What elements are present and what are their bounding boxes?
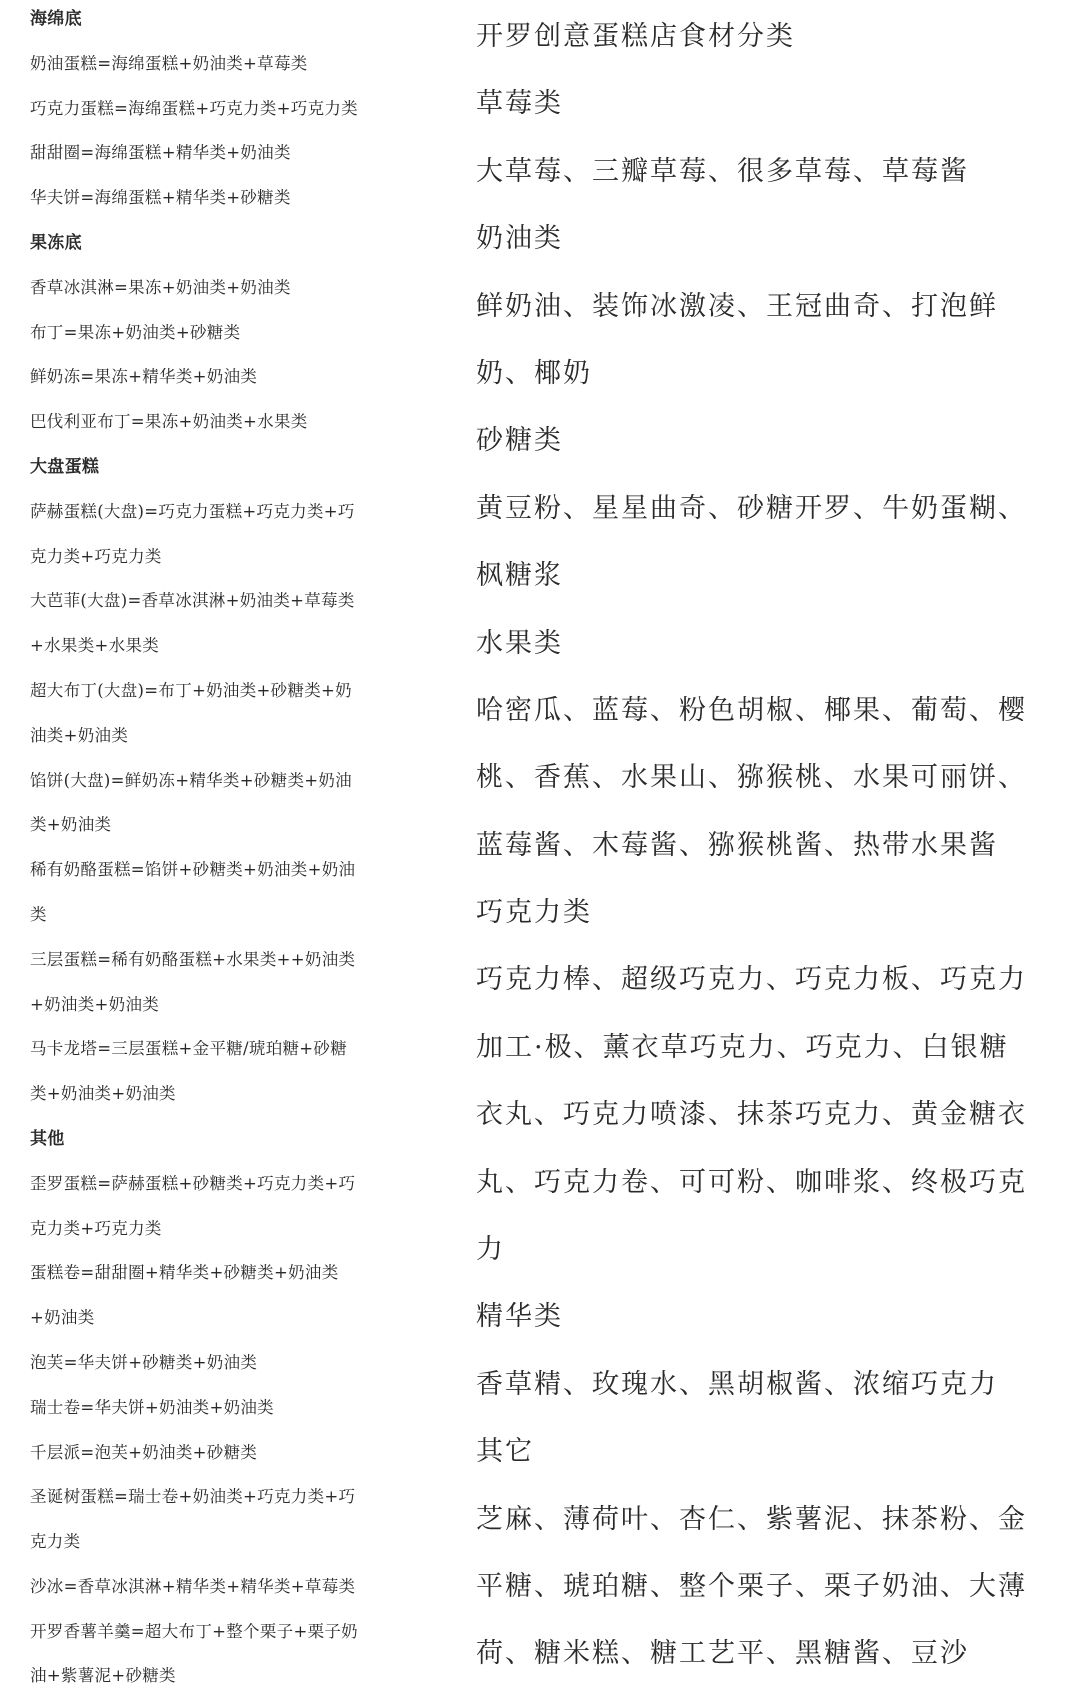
ingredient-line: 桃、香蕉、水果山、猕猴桃、水果可丽饼、	[476, 762, 1027, 794]
ingredient-line: 砂糖类	[476, 425, 563, 457]
recipe-line: 圣诞树蛋糕=瑞士卷+奶油类+巧克力类+巧	[30, 1487, 356, 1507]
recipe-line: 开罗香薯羊羹=超大布丁+整个栗子+栗子奶	[30, 1621, 358, 1641]
recipe-line: +奶油类+奶油类	[30, 994, 160, 1014]
recipe-line: 超大布丁(大盘)=布丁+奶油类+砂糖类+奶	[30, 680, 352, 700]
recipe-line: 克力类+巧克力类	[30, 546, 162, 566]
recipe-line: 华夫饼=海绵蛋糕+精华类+砂糖类	[30, 188, 291, 208]
ingredient-line: 巧克力类	[476, 897, 592, 929]
recipe-line: +奶油类	[30, 1308, 95, 1328]
ingredient-line: 鲜奶油、装饰冰激凌、王冠曲奇、打泡鲜	[476, 290, 998, 322]
recipe-line: 巧克力蛋糕=海绵蛋糕+巧克力类+巧克力类	[30, 98, 358, 118]
recipe-line: 奶油蛋糕=海绵蛋糕+奶油类+草莓类	[30, 53, 308, 73]
section-heading: 海绵底	[30, 9, 82, 29]
recipe-line: 类+奶油类+奶油类	[30, 1084, 176, 1104]
ingredient-line: 草莓类	[476, 88, 563, 120]
ingredient-line: 芝麻、薄荷叶、杏仁、紫薯泥、抹茶粉、金	[476, 1503, 1027, 1535]
recipe-line: 甜甜圈=海绵蛋糕+精华类+奶油类	[30, 143, 291, 163]
ingredient-line: 平糖、琥珀糖、整个栗子、栗子奶油、大薄	[476, 1570, 1027, 1602]
ingredient-line: 香草精、玫瑰水、黑胡椒酱、浓缩巧克力	[476, 1368, 998, 1400]
recipe-line: 油类+奶油类	[30, 725, 129, 745]
recipe-line: 馅饼(大盘)=鲜奶冻+精华类+砂糖类+奶油	[30, 770, 352, 790]
section-heading: 其他	[30, 1128, 65, 1149]
recipe-line: 鲜奶冻=果冻+精华类+奶油类	[30, 367, 258, 387]
ingredient-line: 蓝莓酱、木莓酱、猕猴桃酱、热带水果酱	[476, 829, 998, 861]
ingredient-line: 加工·极、薰衣草巧克力、巧克力、白银糖	[476, 1031, 1009, 1063]
recipe-line: 克力类+巧克力类	[30, 1218, 162, 1238]
ingredient-line: 奶、椰奶	[476, 357, 592, 389]
recipe-list-column	[30, 0, 410, 1699]
recipe-line: 三层蛋糕=稀有奶酪蛋糕+水果类++奶油类	[30, 949, 356, 969]
document-title: 开罗创意蛋糕店食材分类	[476, 21, 795, 52]
ingredient-line: 丸、巧克力卷、可可粉、咖啡浆、终极巧克	[476, 1166, 1027, 1198]
ingredient-line: 哈密瓜、蓝莓、粉色胡椒、椰果、葡萄、樱	[476, 694, 1027, 726]
recipe-line: 类+奶油类	[30, 815, 112, 835]
recipe-line: 大芭菲(大盘)=香草冰淇淋+奶油类+草莓类	[30, 591, 355, 611]
recipe-line: 稀有奶酪蛋糕=馅饼+砂糖类+奶油类+奶油	[30, 860, 356, 880]
recipe-line: 克力类	[30, 1532, 81, 1552]
ingredient-line: 大草莓、三瓣草莓、很多草莓、草莓酱	[476, 155, 969, 187]
ingredient-category-column	[476, 0, 1066, 1688]
section-heading: 大盘蛋糕	[30, 456, 100, 477]
recipe-line: 歪罗蛋糕=萨赫蛋糕+砂糖类+巧克力类+巧	[30, 1173, 356, 1193]
ingredient-line: 黄豆粉、星星曲奇、砂糖开罗、牛奶蛋糊、	[476, 492, 1027, 524]
recipe-line: 萨赫蛋糕(大盘)=巧克力蛋糕+巧克力类+巧	[30, 501, 355, 521]
recipe-line: 马卡龙塔=三层蛋糕+金平糖/琥珀糖+砂糖	[30, 1039, 348, 1059]
recipe-line: +水果类+水果类	[30, 636, 160, 656]
recipe-line: 沙冰=香草冰淇淋+精华类+精华类+草莓类	[30, 1576, 356, 1596]
ingredient-line: 枫糖浆	[476, 560, 563, 592]
ingredient-line: 奶油类	[476, 223, 563, 255]
recipe-line: 千层派=泡芙+奶油类+砂糖类	[30, 1442, 258, 1462]
ingredient-line: 水果类	[476, 627, 563, 659]
ingredient-line: 力	[476, 1234, 505, 1266]
recipe-line: 类	[30, 904, 47, 924]
recipe-line: 布丁=果冻+奶油类+砂糖类	[30, 322, 241, 342]
ingredient-line: 荷、糖米糕、糖工艺平、黑糖酱、豆沙	[476, 1638, 969, 1670]
ingredient-line: 其它	[476, 1436, 534, 1468]
recipe-line: 泡芙=华夫饼+砂糖类+奶油类	[30, 1352, 258, 1372]
recipe-line: 蛋糕卷=甜甜圈+精华类+砂糖类+奶油类	[30, 1263, 339, 1283]
ingredient-line: 精华类	[476, 1301, 563, 1333]
recipe-line: 瑞士卷=华夫饼+奶油类+奶油类	[30, 1397, 274, 1417]
section-heading: 果冻底	[30, 232, 82, 253]
recipe-line: 油+紫薯泥+砂糖类	[30, 1666, 176, 1686]
ingredient-line: 衣丸、巧克力喷漆、抹茶巧克力、黄金糖衣	[476, 1099, 1027, 1131]
recipe-line: 香草冰淇淋=果冻+奶油类+奶油类	[30, 277, 291, 297]
ingredient-line: 巧克力棒、超级巧克力、巧克力板、巧克力	[476, 964, 1027, 996]
recipe-line: 巴伐利亚布丁=果冻+奶油类+水果类	[30, 412, 308, 432]
